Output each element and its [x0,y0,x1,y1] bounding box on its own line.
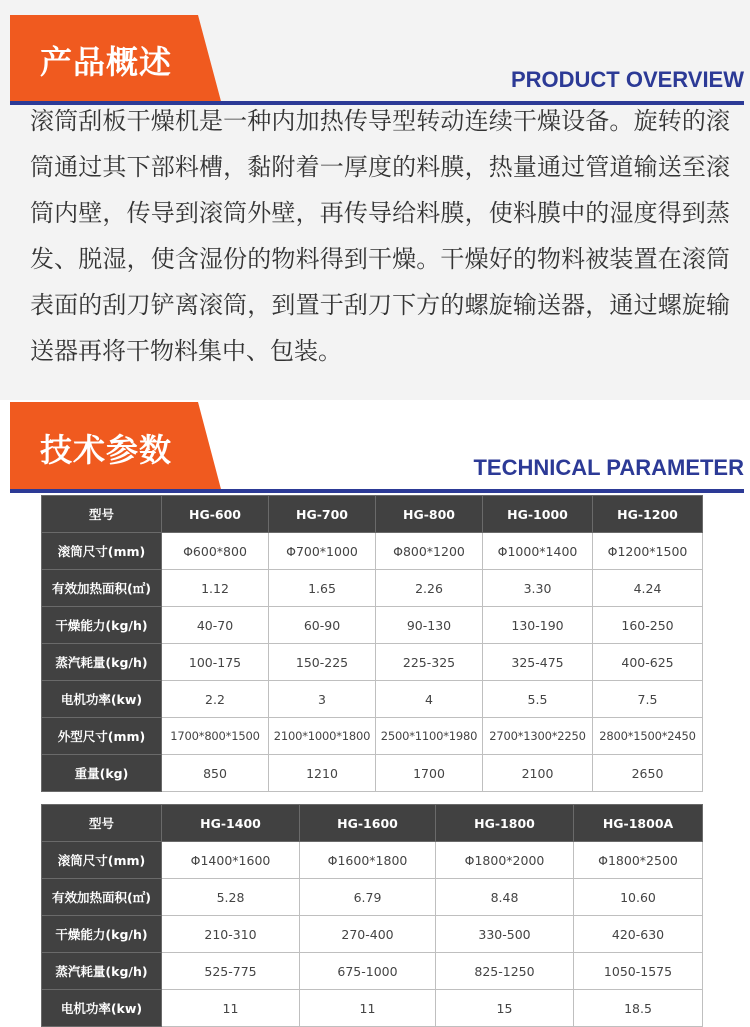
table-cell: 160-250 [593,607,703,644]
table-cell: 1.12 [162,570,269,607]
parameter-table-1 [41,495,703,792]
row-label: 电机功率(kw) [42,990,162,1027]
table-cell: 2800*1500*2450 [593,718,703,755]
table-cell: Φ1400*1600 [162,842,300,879]
table-row [42,644,703,681]
table-row [42,755,703,792]
table-row [42,718,703,755]
table-cell: 11 [162,990,300,1027]
technical-title-en: TECHNICAL PARAMETER [473,455,744,480]
table-cell: 325-475 [483,644,593,681]
row-label: 外型尺寸(mm) [42,718,162,755]
row-label: 干燥能力(kg/h) [42,607,162,644]
row-label: 干燥能力(kg/h) [42,916,162,953]
table-row [42,916,703,953]
overview-description: 滚筒刮板干燥机是一种内加热传导型转动连续干燥设备。旋转的滚筒通过其下部料槽，黏附着一厚度的料膜，热量通过管道输送至滚筒内壁，传导到滚筒外壁，再传导给料膜，使料膜中的湿度得到蒸发、脱湿，使含湿份的物料得到干燥。干燥好的物料被装置在滚筒表面的刮刀铲离滚筒，到置于刮刀下方的螺旋输送器，通过螺旋输送器再将干物料集中、包装。 [30,107,730,365]
parameter-table-2 [41,804,703,1027]
table-cell: 15 [436,990,574,1027]
table-cell: 1.65 [269,570,376,607]
table-row [42,842,703,879]
overview-header [10,15,744,105]
table-cell: 130-190 [483,607,593,644]
table-cell: 1700 [376,755,483,792]
table-cell: 150-225 [269,644,376,681]
table-cell: 40-70 [162,607,269,644]
table-cell: 330-500 [436,916,574,953]
table-row [42,681,703,718]
table-cell: Φ600*800 [162,533,269,570]
model-header: HG-700 [269,496,376,533]
table-row [42,533,703,570]
table-cell: 100-175 [162,644,269,681]
model-header: HG-1800A [574,805,703,842]
table-cell: 270-400 [300,916,436,953]
table-cell: 18.5 [574,990,703,1027]
model-header: HG-600 [162,496,269,533]
table-cell: 6.79 [300,879,436,916]
table-cell: 210-310 [162,916,300,953]
table-cell: Φ1200*1500 [593,533,703,570]
table-cell: 1210 [269,755,376,792]
table-cell: Φ800*1200 [376,533,483,570]
table-cell: 675-1000 [300,953,436,990]
row-label: 电机功率(kw) [42,681,162,718]
row-label: 有效加热面积(㎡) [42,570,162,607]
table-cell: 2650 [593,755,703,792]
table-header-row [42,496,703,533]
model-header: HG-1400 [162,805,300,842]
table-cell: 1700*800*1500 [162,718,269,755]
table-cell: 90-130 [376,607,483,644]
table-cell: 5.28 [162,879,300,916]
table-cell: 2.2 [162,681,269,718]
model-header-label: 型号 [42,496,162,533]
table-cell: 4 [376,681,483,718]
model-header: HG-800 [376,496,483,533]
row-label: 蒸汽耗量(kg/h) [42,953,162,990]
overview-section [0,0,750,400]
table-cell: 4.24 [593,570,703,607]
table-cell: 60-90 [269,607,376,644]
table-cell: 10.60 [574,879,703,916]
table-cell: 2100 [483,755,593,792]
table-cell: 2.26 [376,570,483,607]
table-header-row [42,805,703,842]
row-label: 重量(kg) [42,755,162,792]
table-row [42,990,703,1027]
model-header: HG-1600 [300,805,436,842]
model-header: HG-1800 [436,805,574,842]
table-cell: 825-1250 [436,953,574,990]
table-cell: Φ1600*1800 [300,842,436,879]
table-cell: Φ1000*1400 [483,533,593,570]
model-header-label: 型号 [42,805,162,842]
model-header: HG-1200 [593,496,703,533]
technical-section [0,400,750,1018]
table-row [42,953,703,990]
table-cell: 8.48 [436,879,574,916]
overview-title: 产品概述 [40,43,173,81]
technical-divider [10,489,744,493]
row-label: 有效加热面积(㎡) [42,879,162,916]
table-cell: 5.5 [483,681,593,718]
row-label: 滚筒尺寸(mm) [42,533,162,570]
table-cell: 2700*1300*2250 [483,718,593,755]
technical-title: 技术参数 [40,430,173,469]
table-cell: 2100*1000*1800 [269,718,376,755]
table-row [42,570,703,607]
table-cell: 3.30 [483,570,593,607]
table-cell: 11 [300,990,436,1027]
table-cell: 3 [269,681,376,718]
table-cell: Φ1800*2500 [574,842,703,879]
table-cell: 525-775 [162,953,300,990]
row-label: 滚筒尺寸(mm) [42,842,162,879]
overview-title-en: PRODUCT OVERVIEW [510,67,744,92]
technical-header [10,402,744,493]
table-row [42,607,703,644]
table-row [42,879,703,916]
table-cell: 225-325 [376,644,483,681]
table-cell: 400-625 [593,644,703,681]
table-cell: 1050-1575 [574,953,703,990]
table-cell: 2500*1100*1980 [376,718,483,755]
table-cell: Φ700*1000 [269,533,376,570]
table-cell: Φ1800*2000 [436,842,574,879]
table-cell: 850 [162,755,269,792]
model-header: HG-1000 [483,496,593,533]
table-cell: 7.5 [593,681,703,718]
table-cell: 420-630 [574,916,703,953]
row-label: 蒸汽耗量(kg/h) [42,644,162,681]
